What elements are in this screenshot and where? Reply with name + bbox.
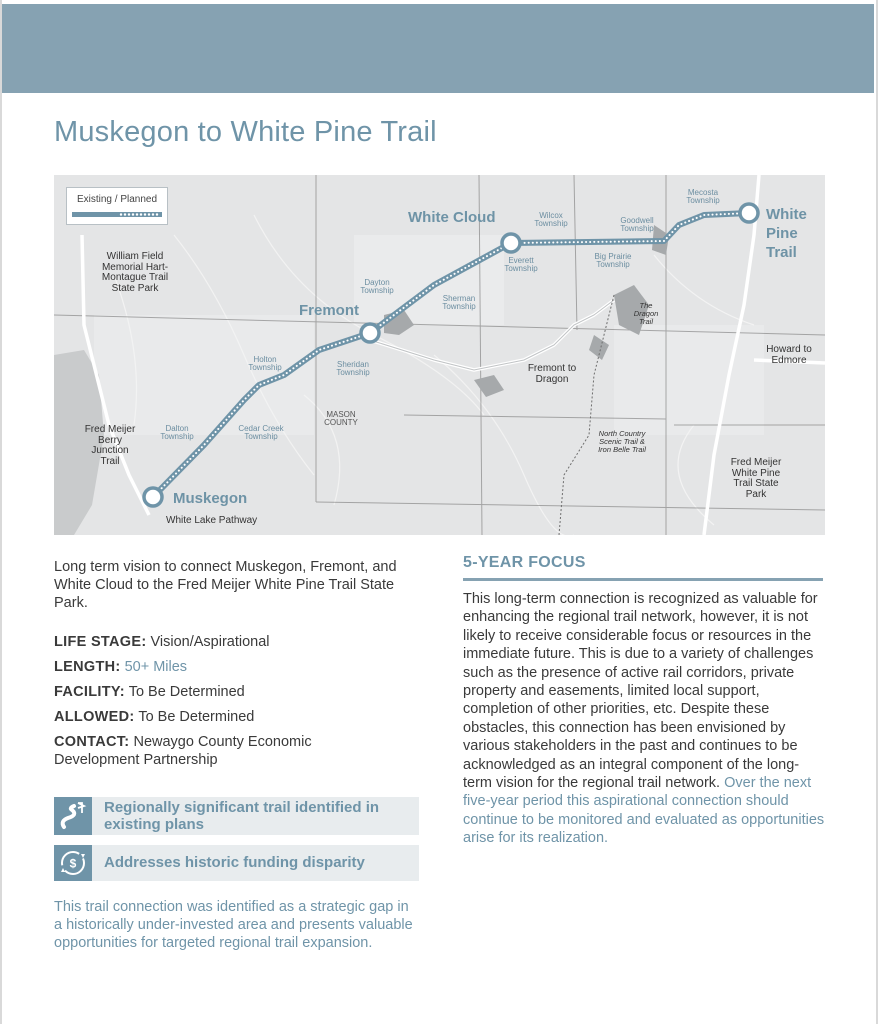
facility-value: To Be Determined [128, 684, 245, 700]
township-goodwell: Goodwell Township [620, 216, 654, 234]
focus-divider [463, 578, 823, 581]
place-fremont-dragon: Fremont to Dragon [527, 363, 577, 385]
svg-text:$: $ [69, 856, 77, 871]
funding-cycle-icon [54, 845, 92, 881]
life-stage-label: LIFE STAGE: [54, 634, 147, 650]
header-band [2, 4, 874, 93]
legend-planned-swatch [119, 213, 159, 216]
township-everett: Everett Township [504, 256, 538, 274]
five-year-focus-body [463, 590, 825, 848]
page-title: Muskegon to White Pine Trail [54, 116, 437, 148]
badge-regional-text: Regionally significant trail identified in existing plans [104, 799, 380, 833]
township-sheridan: Sheridan Township [336, 360, 370, 378]
place-dragon-trail: The Dragon Trail [633, 301, 659, 326]
length-value: 50+ Miles [124, 659, 188, 675]
city-label-muskegon: Muskegon [173, 490, 248, 507]
map-graphics [54, 175, 825, 535]
township-cedar-creek: Cedar Creek Township [238, 424, 284, 442]
property-contact [54, 733, 374, 769]
township-mecosta: Mecosta Township [686, 188, 720, 206]
allowed-label: ALLOWED: [54, 709, 135, 725]
property-life-stage [54, 633, 374, 651]
city-label-white-cloud: White Cloud [408, 209, 496, 226]
legend-label: Existing / Planned [76, 194, 158, 205]
trail-path-icon [54, 797, 92, 835]
township-wilcox: Wilcox Township [534, 211, 568, 229]
trail-map [54, 175, 825, 535]
page-left-edge [0, 0, 2, 1024]
contact-value: Newaygo County Economic Development Partnership [54, 734, 312, 768]
five-year-focus-heading: 5-YEAR FOCUS [463, 554, 586, 571]
township-big-prairie: Big Prairie Township [594, 252, 632, 270]
township-dayton: Dayton Township [360, 278, 394, 296]
trail-description: Long term vision to connect Muskegon, Fremont, and White Cloud to the Fred Meijer White Pine Trail State Park. [54, 559, 397, 611]
property-length [54, 658, 374, 676]
contact-label: CONTACT: [54, 734, 130, 750]
strategic-gap-note: This trail connection was identified as a strategic gap in a historically under-invested area and presents valuable opportunities for targeted regional trail expansion. [54, 899, 413, 951]
place-william-field: William Field Memorial Hart-Montague Trail State Park [101, 251, 169, 294]
badge-funding-text: Addresses historic funding disparity [104, 854, 365, 871]
length-label: LENGTH: [54, 659, 121, 675]
place-white-lake-pathway: White Lake Pathway [166, 515, 258, 526]
place-mason-county: MASON COUNTY [324, 410, 358, 428]
place-howard-edmore: Howard to Edmore [766, 344, 812, 366]
township-holton: Holton Township [248, 355, 282, 373]
place-white-pine-state-park: Fred Meijer White Pine Trail State Park [730, 457, 782, 500]
badge-funding-disparity [54, 845, 419, 881]
place-berry-junction: Fred Meijer Berry Junction Trail [84, 424, 136, 467]
township-sherman: Sherman Township [442, 294, 476, 312]
focus-highlight-text: Over the next five-year period this aspirational connection should continue to be monitored and evaluated as opportunities arise for its realization. [463, 775, 825, 847]
city-label-fremont: Fremont [299, 302, 359, 319]
place-north-country-trail: North Country Scenic Trail & Iron Belle Trail [598, 429, 646, 454]
facility-label: FACILITY: [54, 684, 125, 700]
focus-body-text: This long-term connection is recognized as valuable for enhancing the regional trail network, however, it is not likely to receive considerable focus or resources in the immediate future. This is due to a variety of challenges such as the presence of active rail corridors, private property and easements, limited local support, completion of other priorities, etc. Despite these obstacles, this connection has been envisioned by various stakeholders in the past and continues to be acknowledged as an integral component of the long-term vision for the regional trail network. [463, 591, 818, 792]
map-legend [66, 187, 168, 225]
city-label-white-pine-trail: White Pine Trail [766, 206, 807, 261]
township-dalton: Dalton Township [160, 424, 194, 442]
badge-regional-significance [54, 797, 419, 835]
property-allowed [54, 708, 374, 726]
property-facility [54, 683, 374, 701]
allowed-value: To Be Determined [138, 709, 255, 725]
life-stage-value: Vision/Aspirational [150, 634, 270, 650]
